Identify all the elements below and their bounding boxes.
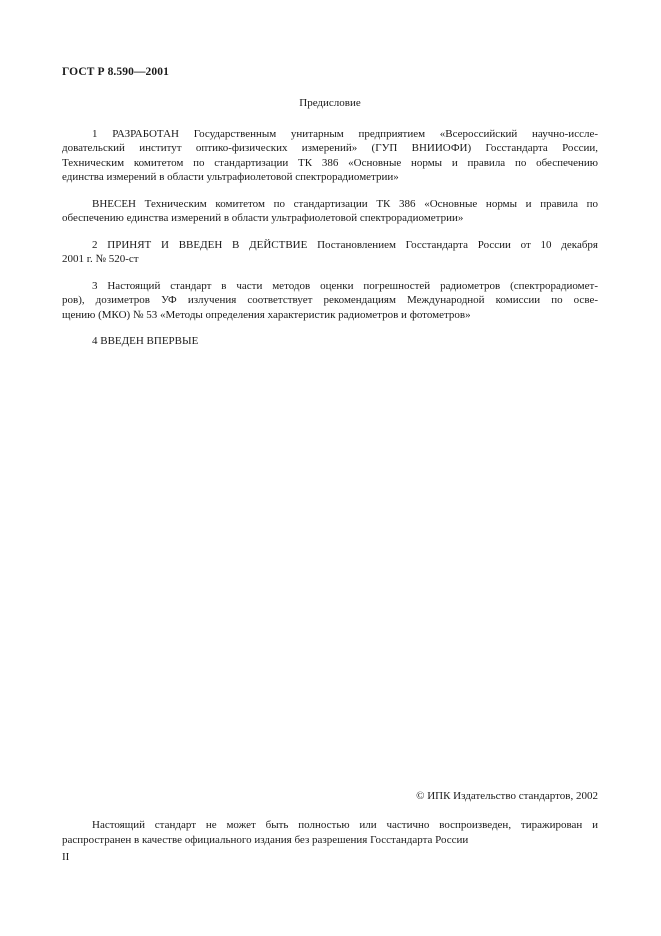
- preface-paragraph-1: [62, 127, 598, 185]
- text-line: 1 РАЗРАБОТАН Государственным унитарным предприятием «Всероссийский научно-иссле-: [92, 127, 598, 140]
- text-line: 2001 г. № 520-ст: [62, 253, 139, 265]
- preface-title: Предисловие: [299, 97, 361, 109]
- preface-section: [62, 96, 598, 361]
- copyright-notice: © ИПК Издательство стандартов, 2002: [416, 790, 598, 802]
- document-code: ГОСТ Р 8.590—2001: [62, 66, 169, 78]
- text-line: единства измерений в области ультрафиолетовой спектрорадиометрии»: [62, 171, 399, 183]
- text-line: Техническим комитетом по стандартизации ТК 386 «Основные нормы и правила по обеспечению: [62, 156, 598, 169]
- text-line: 3 Настоящий стандарт в части методов оценки погрешностей радиометров (спектрорадиомет-: [92, 279, 598, 292]
- text-line: довательский институт оптико-физических измерений» (ГУП ВНИИОФИ) Госстандарта России,: [62, 142, 598, 154]
- preface-paragraph-2: [62, 197, 598, 226]
- text-line: Настоящий стандарт не может быть полностью или частично воспроизведен, тиражирован и: [92, 819, 598, 831]
- text-line: обеспечению единства измерений в области ультрафиолетовой спектрорадиометрии»: [62, 212, 464, 224]
- reproduction-notice: [62, 818, 598, 847]
- text-line: 2 ПРИНЯТ И ВВЕДЕН В ДЕЙСТВИЕ Постановлением Госстандарта России от 10 декабря: [92, 238, 598, 251]
- preface-paragraph-3: [62, 238, 598, 267]
- page-number: II: [62, 851, 70, 863]
- preface-paragraph-4: [62, 279, 598, 323]
- preface-paragraph-5: [62, 334, 598, 349]
- text-line: 4 ВВЕДЕН ВПЕРВЫЕ: [92, 335, 199, 347]
- text-line: ров), дозиметров УФ излучения соответствует рекомендациям Международной комиссии по осве-: [62, 294, 598, 306]
- text-line: распространен в качестве официального издания без разрешения Госстандарта России: [62, 833, 469, 846]
- text-line: ВНЕСЕН Техническим комитетом по стандартизации ТК 386 «Основные нормы и правила по: [92, 197, 598, 210]
- text-line: щению (МКО) № 53 «Методы определения характеристик радиометров и фотометров»: [62, 308, 471, 321]
